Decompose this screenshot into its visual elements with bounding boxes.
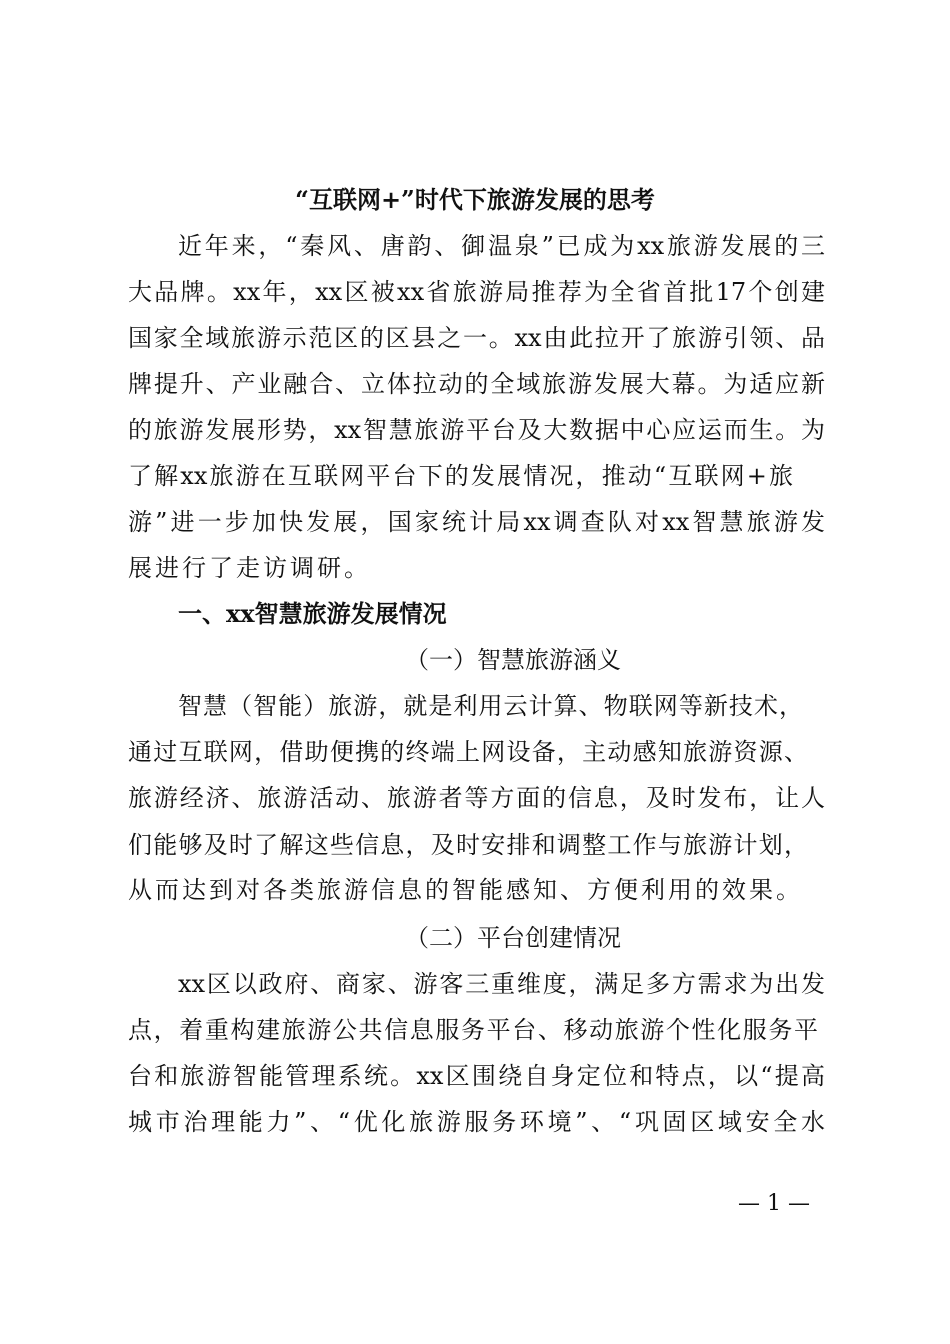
subsection-heading: （二）平台创建情况 xyxy=(405,924,621,952)
text-line: xx区以政府、商家、游客三重维度，满足多方需求为出发 xyxy=(178,970,825,998)
text-line: 展进行了走访调研。 xyxy=(128,554,371,582)
text-line: 大品牌。xx年，xx区被xx省旅游局推荐为全省首批17个创建 xyxy=(128,278,825,306)
text-line: 点，着重构建旅游公共信息服务平台、移动旅游个性化服务平 xyxy=(128,1016,818,1044)
text-line: 近年来，“秦风、唐韵、御温泉”已成为xx旅游发展的三 xyxy=(178,232,825,260)
text-line: 牌提升、产业融合、立体拉动的全域旅游发展大幕。为适应新 xyxy=(128,370,825,398)
subsection-heading: （一）智慧旅游涵义 xyxy=(405,646,621,674)
section-heading: 一、xx智慧旅游发展情况 xyxy=(178,599,447,628)
text-line: 通过互联网，借助便携的终端上网设备，主动感知旅游资源、 xyxy=(128,738,808,766)
text-line: 从而达到对各类旅游信息的智能感知、方便利用的效果。 xyxy=(128,876,803,904)
text-line: 国家全域旅游示范区的区县之一。xx由此拉开了旅游引领、品 xyxy=(128,324,825,352)
text-line: 的旅游发展形势，xx智慧旅游平台及大数据中心应运而生。为 xyxy=(128,416,825,444)
text-line: 城市治理能力”、“优化旅游服务环境”、“巩固区域安全水 xyxy=(128,1108,825,1136)
text-line: 们能够及时了解这些信息，及时安排和调整工作与旅游计划， xyxy=(128,831,808,859)
text-line: 旅游经济、旅游活动、旅游者等方面的信息，及时发布，让人 xyxy=(128,784,825,812)
text-line: 智慧（智能）旅游，就是利用云计算、物联网等新技术， xyxy=(178,692,803,720)
text-line: 了解xx旅游在互联网平台下的发展情况，推动“互联网+旅 xyxy=(128,462,793,490)
text-line: 游”进一步加快发展，国家统计局xx调查队对xx智慧旅游发 xyxy=(128,508,825,536)
document-title: “互联网+”时代下旅游发展的思考 xyxy=(295,185,655,214)
text-line: 台和旅游智能管理系统。xx区围绕自身定位和特点，以“提高 xyxy=(128,1062,825,1090)
page-number: — 1 — xyxy=(738,1191,810,1216)
